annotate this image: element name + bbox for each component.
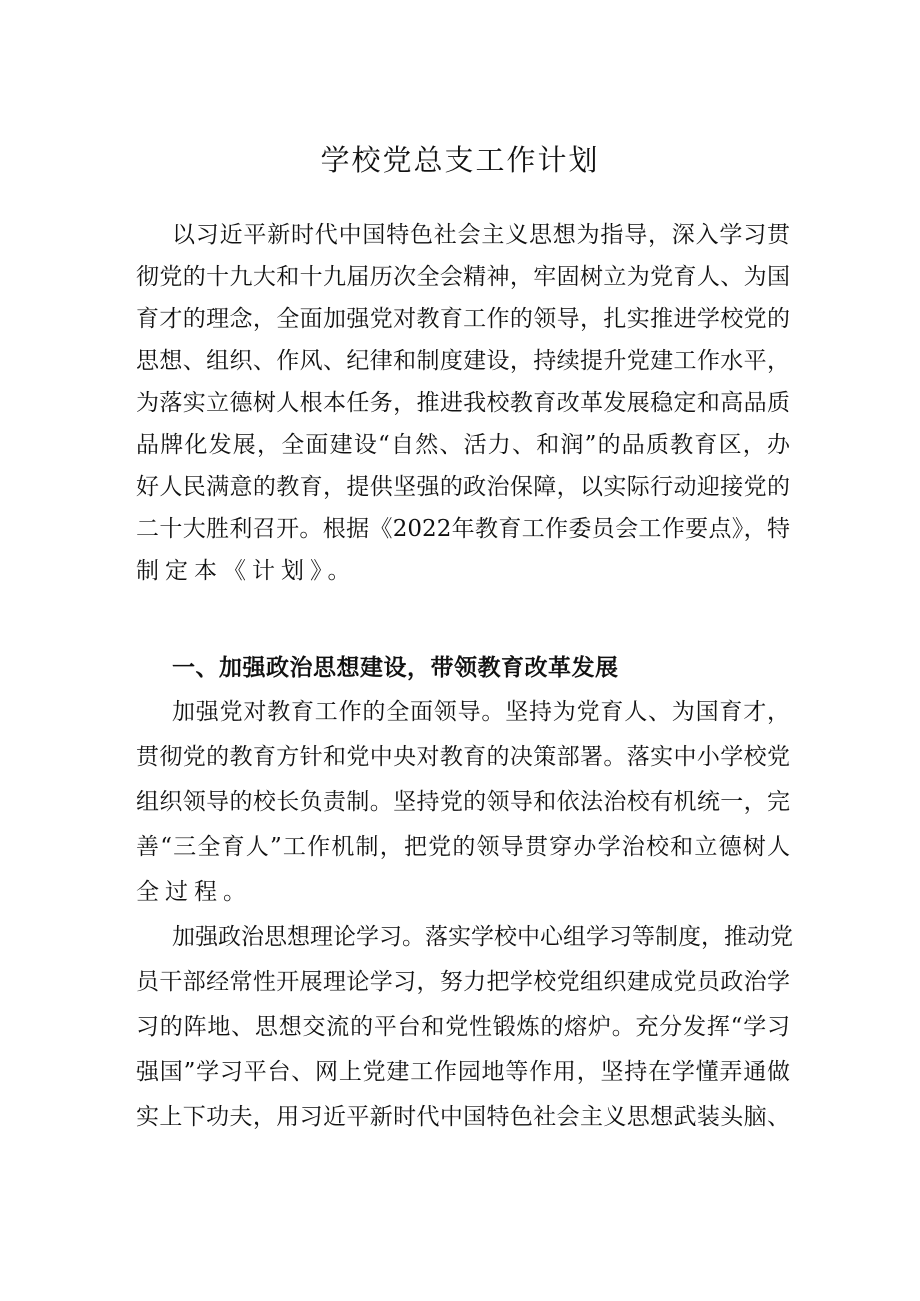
text-line: 加强党对教育工作的全面领导。坚持为党育人、为国育才， (172, 699, 790, 725)
text-line: 贯彻党的教育方针和党中央对教育的决策部署。落实中小学校党 (136, 744, 790, 770)
text-line: 组织领导的校长负责制。坚持党的领导和依法治校有机统一，完 (136, 789, 790, 815)
text-line: 全过程。 (136, 879, 252, 905)
text-line: 好人民满意的教育，提供坚强的政治保障，以实际行动迎接党的 (136, 474, 790, 500)
body-paragraph (136, 915, 793, 1140)
text-line: 员干部经常性开展理论学习，努力把学校党组织建成党员政治学 (136, 969, 790, 995)
intro-paragraph (136, 214, 790, 592)
text-line: 善“三全育人”工作机制，把党的领导贯穿办学治校和立德树人 (136, 834, 790, 860)
text-line: 品牌化发展，全面建设“自然、活力、和润”的品质教育区，办 (136, 432, 790, 458)
text-line: 为落实立德树人根本任务，推进我校教育改革发展稳定和高品质 (136, 390, 790, 416)
text-line: 加强政治思想理论学习。落实学校中心组学习等制度，推动党 (172, 924, 793, 950)
body-paragraph (136, 690, 790, 915)
document-title: 学校党总支工作计划 (320, 143, 600, 177)
text-line: 育才的理念，全面加强党对教育工作的领导，扎实推进学校党的 (136, 306, 790, 332)
text-line: 制定本《计划》。 (136, 558, 357, 584)
text-line: 强国”学习平台、网上党建工作园地等作用，坚持在学懂弄通做 (136, 1059, 790, 1085)
text-line: 二十大胜利召开。根据《2022年教育工作委员会工作要点》，特 (136, 516, 790, 542)
text-line: 习的阵地、思想交流的平台和党性锻炼的熔炉。充分发挥“学习 (136, 1014, 790, 1040)
section-heading: 一、加强政治思想建设，带领教育改革发展 (172, 655, 619, 681)
text-line: 实上下功夫，用习近平新时代中国特色社会主义思想武装头脑、 (136, 1104, 790, 1130)
text-line: 彻党的十九大和十九届历次全会精神，牢固树立为党育人、为国 (136, 264, 790, 290)
text-line: 思想、组织、作风、纪律和制度建设，持续提升党建工作水平， (136, 348, 790, 374)
text-line: 以习近平新时代中国特色社会主义思想为指导，深入学习贯 (172, 222, 790, 248)
